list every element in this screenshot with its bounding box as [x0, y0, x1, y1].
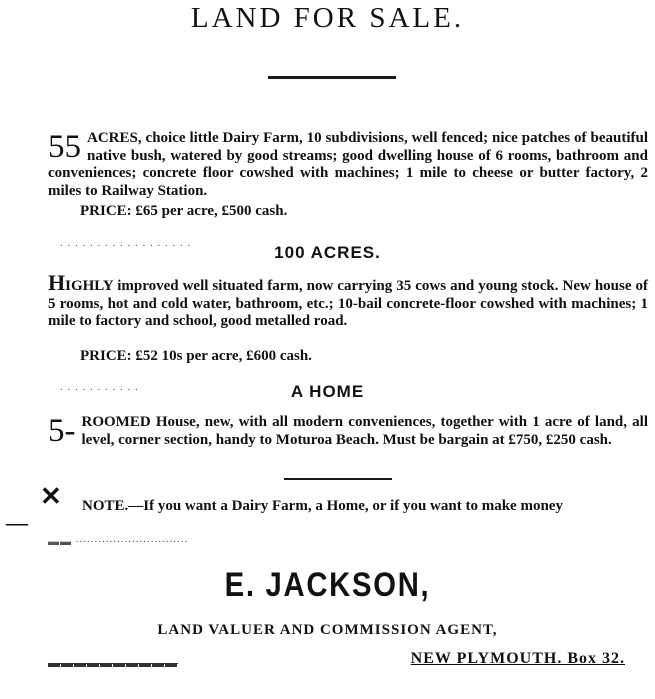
listing-55-price: PRICE: £65 per acre, £500 cash. [80, 203, 288, 219]
listing-100-acres [48, 270, 648, 331]
listing-55-number: 55 [48, 129, 81, 165]
listing-home-text: ROOMED House, new, with all modern conveniences, together with 1 acre of land, all level, corner section, handy to Moturoa Beach. Must be bargain at £750, £250 cash. [81, 414, 648, 448]
listing-home-heading: A HOME [290, 382, 365, 401]
smudge-left: ∙ ∙ ∙ ∙ ∙ ∙ ∙ ∙ ∙ ∙ ∙ ∙ ∙ ∙ ∙ ∙ ∙ ∙ [60, 240, 192, 252]
listing-55-text: ACRES, choice little Dairy Farm, 10 subdivisions, well fenced; nice patches of beautiful native bush, watered by good streams; good dwelling house of 6 rooms, bathroom and conveniences; concrete floor cowshed with machines; 1 mile to cheese or butter factory, 2 miles to Railway Station. [48, 130, 648, 199]
agent-title: LAND VALUER AND COMMISSION AGENT, [157, 622, 498, 638]
smudge-note: ▬▬ ∙∙∙∙∙∙∙∙∙∙∙∙∙∙∙∙∙∙∙∙∙∙∙∙∙∙∙∙∙∙ [48, 536, 189, 548]
listing-100-text: IGHLY improved well situated farm, now carrying 35 cows and young stock. New house of 5 rooms, hot and cold water, bathroom, etc.; 10-bail concrete-floor cowshed with machines; 1 mile to factory and school, good metalled road. [48, 278, 648, 329]
listing-55-acres [48, 130, 648, 200]
agent-name: E. JACKSON, [224, 566, 431, 604]
listing-100-heading: 100 ACRES. [274, 243, 381, 262]
ink-dash: — [6, 510, 28, 535]
smudge-address-left: ▬▬▬▬▬▬▬▬▬▬ [48, 656, 178, 670]
listing-100-initial: H [48, 270, 66, 295]
smudge-home: ∙ ∙ ∙ ∙ ∙ ∙ ∙ ∙ ∙ ∙ ∙ [60, 384, 139, 396]
listing-home [48, 414, 648, 449]
ad-title: LAND FOR SALE. [190, 2, 465, 34]
listing-home-number: 5- [48, 413, 76, 449]
title-rule [268, 76, 396, 79]
ink-mark: ✕ [40, 482, 62, 511]
note-rule [284, 478, 392, 480]
note-text: NOTE.—If you want a Dairy Farm, a Home, or if you want to make money [82, 498, 563, 514]
listing-100-price: PRICE: £52 10s per acre, £600 cash. [80, 348, 312, 364]
agent-address: NEW PLYMOUTH. Box 32. [410, 650, 625, 667]
